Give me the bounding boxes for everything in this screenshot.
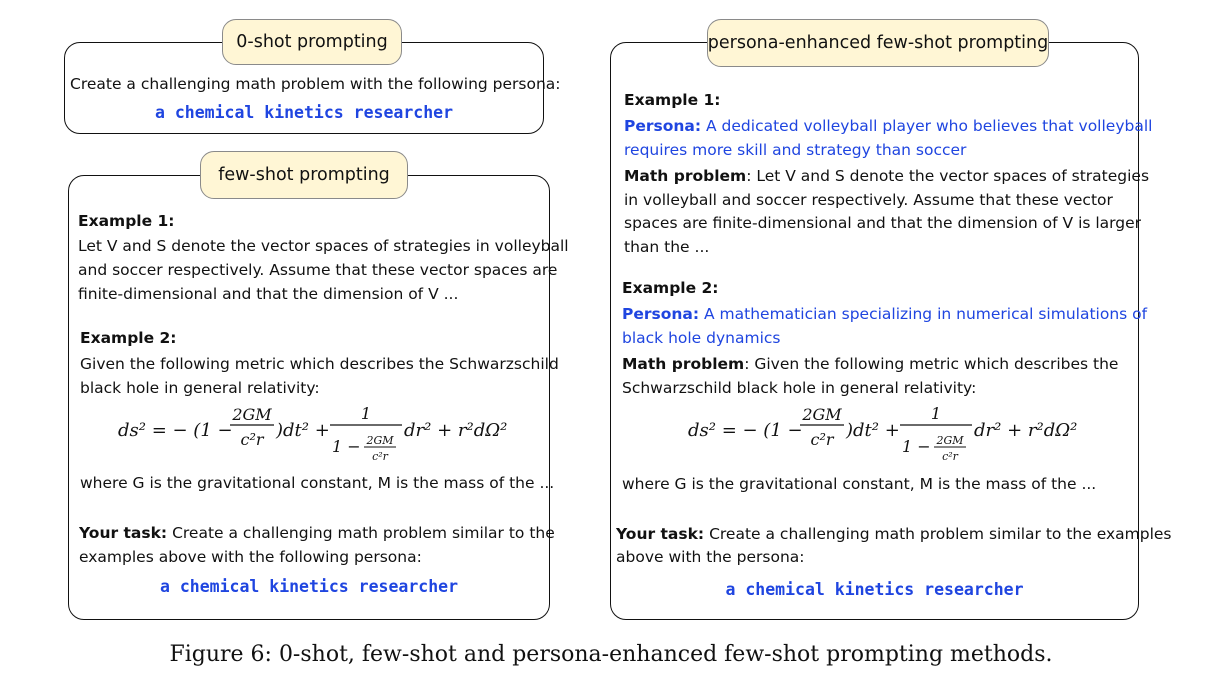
few-shot-metric-equation xyxy=(118,402,518,468)
few-shot-example-1-label: Example 1: xyxy=(78,212,175,230)
persona-example-1-math-line: spaces are finite-dimensional and that the dimension of V is larger xyxy=(624,214,1142,232)
eq-frac1-num: 2GM xyxy=(802,405,842,424)
persona-example-1-persona xyxy=(624,115,1152,139)
few-shot-task-line: examples above with the following persona: xyxy=(79,548,422,566)
few-shot-task-text: Create a challenging math problem similar to the xyxy=(167,524,555,542)
persona-task-label: Your task: xyxy=(616,525,705,543)
persona-example-2-label: Example 2: xyxy=(622,279,719,297)
eq-frac2-num: 1 xyxy=(360,404,372,423)
eq-frac2-num: 1 xyxy=(930,404,942,423)
eq-frac1-den: c²r xyxy=(810,430,834,449)
eq-rhs: dr² + r²dΩ² xyxy=(974,420,1078,441)
few-shot-example-1-line: and soccer respectively. Assume that these vector spaces are xyxy=(78,261,558,279)
eq-frac1-den: c²r xyxy=(240,430,264,449)
few-shot-title: few-shot prompting xyxy=(200,151,408,199)
zero-shot-title: 0-shot prompting xyxy=(222,19,402,65)
math-problem-label: Math problem xyxy=(624,167,747,185)
eq-mid: )dt² + xyxy=(846,420,900,441)
persona-where-line: where G is the gravitational constant, M is the mass of the ... xyxy=(622,475,1097,493)
persona-text: A mathematician specializing in numerical simulations of xyxy=(699,305,1148,323)
eq-frac2-den-prefix: 1 − xyxy=(332,437,361,456)
few-shot-example-2-line: Given the following metric which describes the Schwarzschild xyxy=(80,355,559,373)
math-problem-label: Math problem xyxy=(622,355,745,373)
few-shot-task xyxy=(79,522,555,546)
few-shot-where-line: where G is the gravitational constant, M is the mass of the ... xyxy=(80,474,555,492)
few-shot-persona: a chemical kinetics researcher xyxy=(159,577,458,596)
eq-rhs: dr² + r²dΩ² xyxy=(404,420,508,441)
few-shot-example-1-line: Let V and S denote the vector spaces of strategies in volleyball xyxy=(78,237,569,255)
persona-example-2-persona-line: black hole dynamics xyxy=(622,329,781,347)
persona-example-2-math xyxy=(622,353,1118,377)
persona-example-1-math-line: in volleyball and soccer respectively. Assume that these vector xyxy=(624,191,1113,209)
eq-inner-num: 2GM xyxy=(936,434,964,447)
persona-example-1-math xyxy=(624,165,1149,189)
persona-few-shot-persona: a chemical kinetics researcher xyxy=(725,580,1024,599)
eq-lhs: ds² = − (1 − xyxy=(688,420,803,441)
persona-metric-equation xyxy=(688,402,1088,468)
persona-example-1-label: Example 1: xyxy=(624,91,721,109)
persona-few-shot-title: persona-enhanced few-shot prompting xyxy=(707,19,1049,67)
zero-shot-persona: a chemical kinetics researcher xyxy=(154,103,453,122)
persona-text: A dedicated volleyball player who believes that volleyball xyxy=(701,117,1153,135)
figure-caption: Figure 6: 0-shot, few-shot and persona-enhanced few-shot prompting methods. xyxy=(169,642,1053,667)
eq-inner-den: c²r xyxy=(942,450,958,463)
eq-inner-den: c²r xyxy=(372,450,388,463)
persona-example-1-persona-line: requires more skill and strategy than soccer xyxy=(624,141,967,159)
eq-frac1-num: 2GM xyxy=(232,405,272,424)
math-problem-text: : Let V and S denote the vector spaces of strategies xyxy=(746,167,1150,185)
few-shot-example-1-line: finite-dimensional and that the dimension of V ... xyxy=(78,285,459,303)
persona-label: Persona: xyxy=(622,305,700,323)
zero-shot-instruction: Create a challenging math problem with the following persona: xyxy=(70,75,561,93)
math-problem-text: : Given the following metric which describes the xyxy=(744,355,1119,373)
persona-task xyxy=(616,523,1172,547)
eq-lhs: ds² = − (1 − xyxy=(118,420,233,441)
persona-example-2-persona xyxy=(622,303,1147,327)
persona-label: Persona: xyxy=(624,117,702,135)
persona-example-2-math-line: Schwarzschild black hole in general relativity: xyxy=(622,379,977,397)
few-shot-task-label: Your task: xyxy=(79,524,168,542)
persona-task-line: above with the persona: xyxy=(616,548,805,566)
eq-inner-num: 2GM xyxy=(366,434,394,447)
eq-frac2-den-prefix: 1 − xyxy=(902,437,931,456)
few-shot-example-2-label: Example 2: xyxy=(80,329,177,347)
eq-mid: )dt² + xyxy=(276,420,330,441)
persona-task-text: Create a challenging math problem similar to the examples xyxy=(704,525,1172,543)
persona-example-1-math-line: than the ... xyxy=(624,238,710,256)
few-shot-example-2-line: black hole in general relativity: xyxy=(80,379,320,397)
